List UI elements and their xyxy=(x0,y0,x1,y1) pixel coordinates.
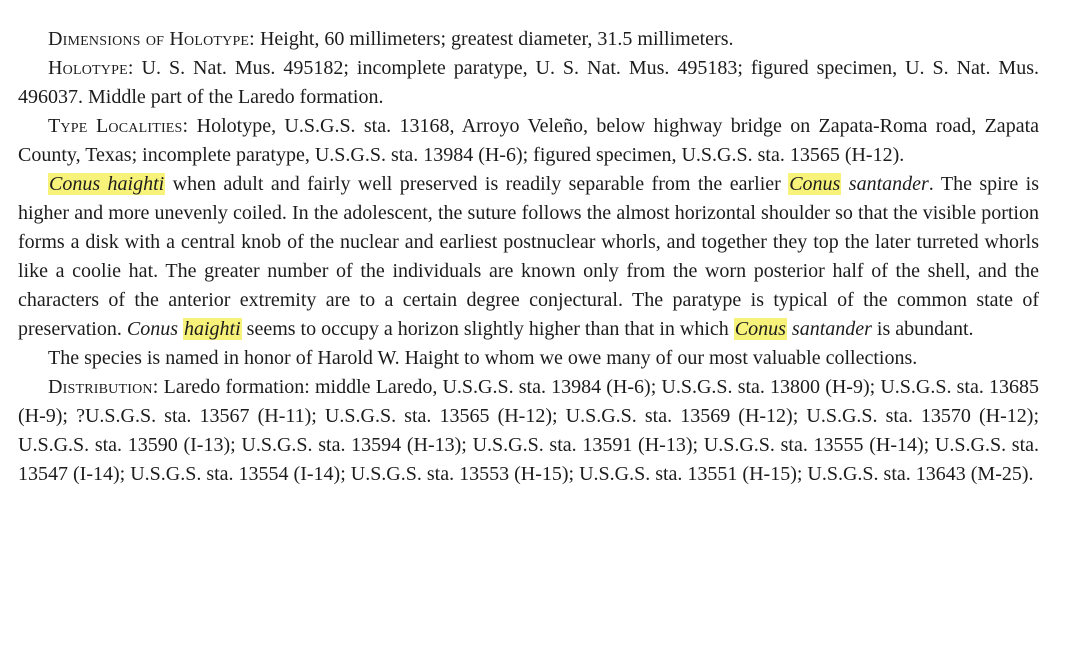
holotype-text: U. S. Nat. Mus. 495182; incomplete paratype, U. S. Nat. Mus. 495183; figured specimen, U. S. Nat. Mus. 496037. Middle part of the Laredo formation. xyxy=(18,57,1039,108)
species-genus-highlight: Conus xyxy=(789,173,841,195)
distribution-paragraph xyxy=(18,373,1039,489)
distribution-text: Laredo formation: middle Laredo, U.S.G.S. sta. 13984 (H-6); U.S.G.S. sta. 13800 (H-9); U.S.G.S. sta. 13685 (H-9); ?U.S.G.S. sta. 13567 (H-11); U.S.G.S. sta. 13565 (H-12); U.S.G.S. sta. 13569 (H-12); U.S.G.S. sta. 13570 (H-12); U.S.G.S. sta. 13590 (I-13); U.S.G.S. sta. 13594 (H-13); U.S.G.S. sta. 13591 (H-13); U.S.G.S. sta. 13555 (H-14); U.S.G.S. sta. 13547 (I-14); U.S.G.S. sta. 13554 (I-14); U.S.G.S. sta. 13553 (H-15); U.S.G.S. sta. 13551 (H-15); U.S.G.S. sta. 13643 (M-25). xyxy=(18,376,1039,485)
species-genus: Conus xyxy=(126,318,178,340)
type-localities-text: Holotype, U.S.G.S. sta. 13168, Arroyo Veleño, below highway bridge on Zapata-Roma road, Zapata County, Texas; incomplete paratype, U.S.G.S. sta. 13984 (H-6); figured specimen, U.S.G.S. sta. 13565 (H-12). xyxy=(18,115,1039,166)
type-localities-heading: Type Localities: xyxy=(48,115,189,137)
description-text: is abundant. xyxy=(871,318,974,340)
species-epithet: santander xyxy=(791,318,872,340)
dimensions-paragraph xyxy=(18,25,1039,54)
type-localities-paragraph xyxy=(18,112,1039,170)
holotype-heading: Holotype: xyxy=(48,57,134,79)
distribution-heading: Distribution: xyxy=(48,376,159,398)
species-name-highlight: Conus haighti xyxy=(49,173,165,195)
species-epithet-highlight: haighti xyxy=(183,318,241,340)
naming-text: The species is named in honor of Harold W. Haight to whom we owe many of our most valuable collections. xyxy=(48,347,918,369)
species-genus-highlight: Conus xyxy=(734,318,786,340)
description-text: when adult and fairly well preserved is readily separable from the earlier xyxy=(165,173,789,195)
naming-paragraph xyxy=(18,344,1039,373)
description-text: . The spire is higher and more unevenly coiled. In the adolescent, the suture follows the almost horizontal shoulder so that the visible portion forms a disk with a central knob of the nuclear and earliest postnuclear whorls, and together they top the later turreted whorls like a coolie hat. The greater number of the individuals are known only from the worn posterior half of the shell, and the characters of the anterior extremity are to a certain degree conjectural. The paratype is typical of the common state of preservation. xyxy=(18,173,1040,340)
holotype-paragraph xyxy=(18,54,1039,112)
species-epithet: santander xyxy=(848,173,929,195)
dimensions-text: Height, 60 millimeters; greatest diameter, 31.5 millimeters. xyxy=(254,28,734,50)
dimensions-heading: Dimensions of Holotype: xyxy=(48,28,255,50)
description-text: seems to occupy a horizon slightly higher than that in which xyxy=(241,318,734,340)
description-paragraph xyxy=(18,170,1039,344)
